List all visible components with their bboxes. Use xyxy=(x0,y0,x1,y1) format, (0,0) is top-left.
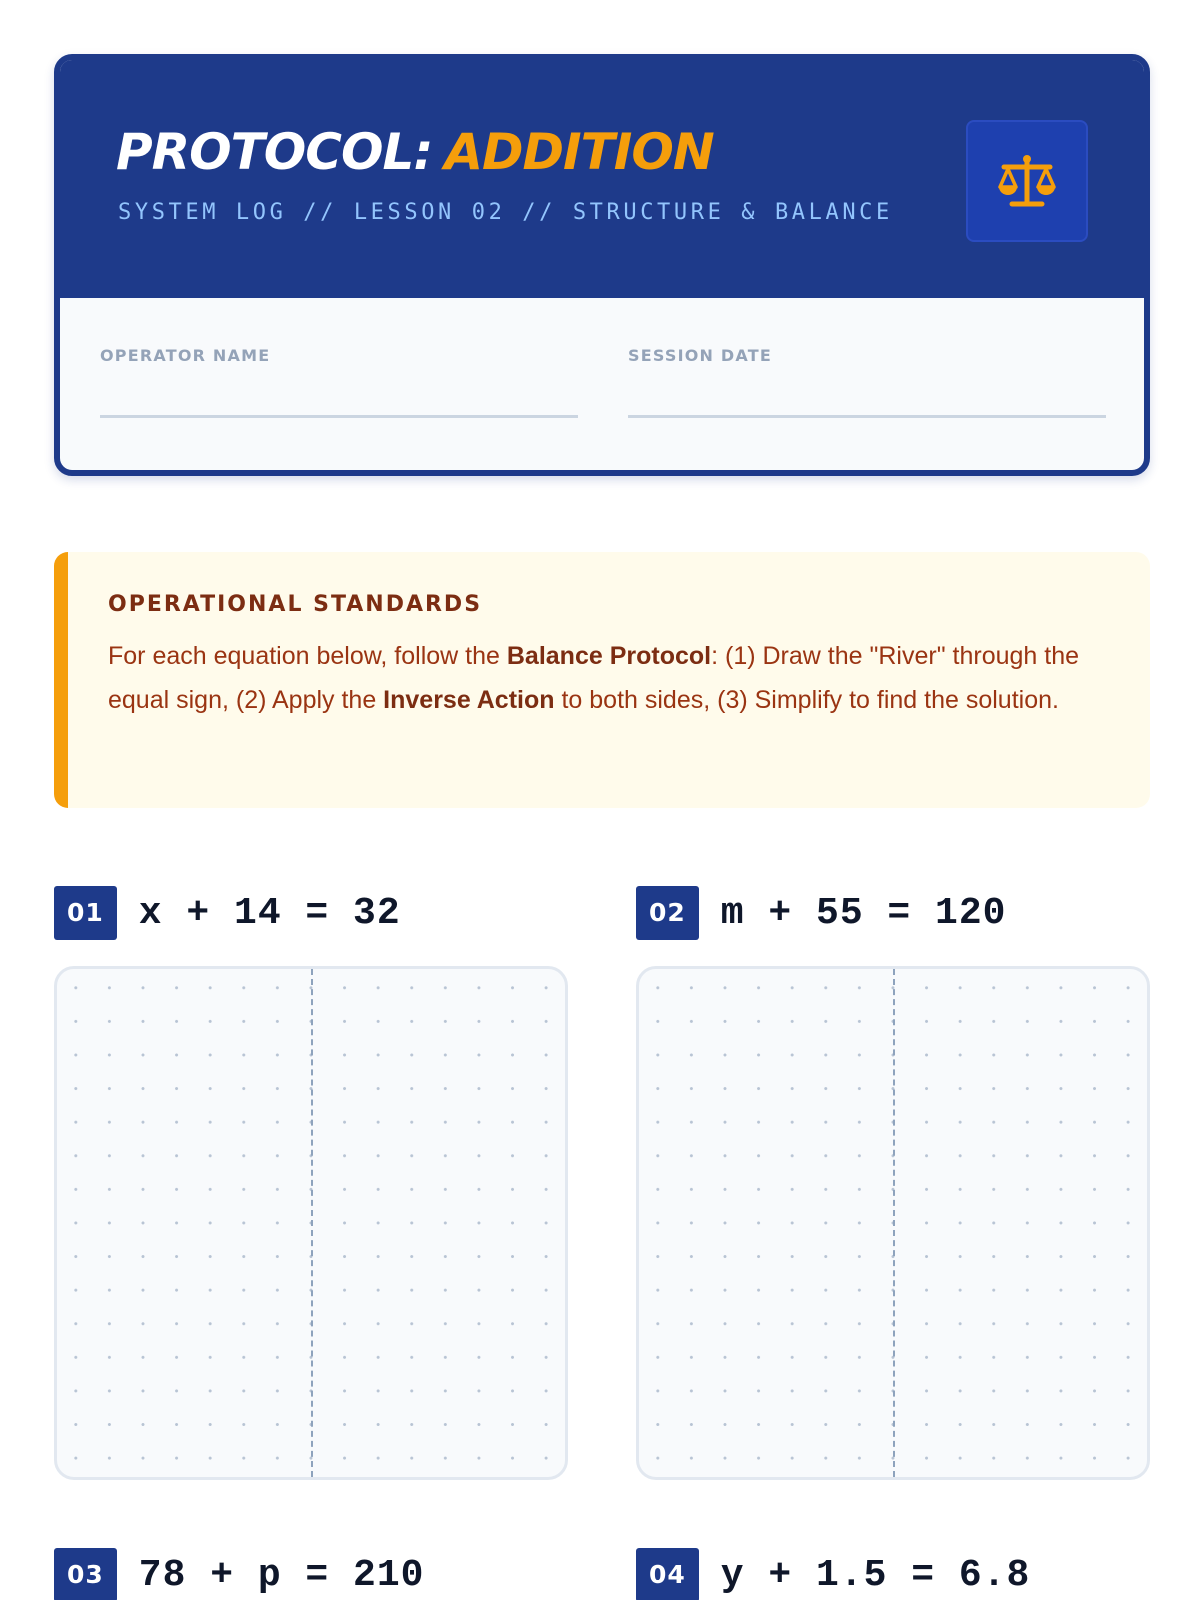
problem-number-badge: 03 xyxy=(54,1548,117,1600)
river-divider xyxy=(893,969,895,1477)
problem-header xyxy=(54,1548,424,1600)
work-area[interactable] xyxy=(54,966,568,1480)
standards-text-part: : (1) Draw the "River" through the equal sign, (2) Apply the xyxy=(108,642,1080,714)
problem-equation: x + 14 = 32 xyxy=(138,891,401,935)
page-subtitle: SYSTEM LOG // LESSON 02 // STRUCTURE & BALANCE xyxy=(118,200,893,225)
session-date-line[interactable] xyxy=(628,415,1106,418)
operator-name-label: OPERATOR NAME xyxy=(100,346,271,365)
title-accent: ADDITION xyxy=(444,123,714,181)
problem-equation: 78 + p = 210 xyxy=(138,1553,425,1597)
standards-title: OPERATIONAL STANDARDS xyxy=(108,592,483,617)
problem-header xyxy=(54,886,401,940)
balance-protocol-term: Balance Protocol xyxy=(506,642,712,670)
page-title xyxy=(116,122,714,182)
standards-text-part: For each equation below, follow the xyxy=(108,642,507,670)
scale-badge xyxy=(966,120,1088,242)
balance-scale-icon xyxy=(996,153,1058,209)
problem-number-badge: 04 xyxy=(636,1548,699,1600)
header-banner xyxy=(60,60,1144,298)
problem-header xyxy=(636,1548,1030,1600)
title-main: PROTOCOL: xyxy=(116,123,433,181)
problem-header xyxy=(636,886,1006,940)
operator-name-line[interactable] xyxy=(100,415,578,418)
river-divider xyxy=(311,969,313,1477)
inverse-action-term: Inverse Action xyxy=(383,686,555,714)
problem-number-badge: 01 xyxy=(54,886,117,940)
operator-name-field[interactable] xyxy=(100,346,578,418)
problem-number-badge: 02 xyxy=(636,886,699,940)
session-date-label: SESSION DATE xyxy=(628,346,772,365)
problem-equation: m + 55 = 120 xyxy=(720,891,1007,935)
problem-equation: y + 1.5 = 6.8 xyxy=(720,1553,1031,1597)
session-date-field[interactable] xyxy=(628,346,1106,418)
operational-standards-callout xyxy=(54,552,1150,808)
standards-text-part: to both sides, (3) Simplify to find the solution. xyxy=(554,686,1059,714)
work-area[interactable] xyxy=(636,966,1150,1480)
header-card xyxy=(54,54,1150,476)
standards-text xyxy=(108,634,1106,722)
